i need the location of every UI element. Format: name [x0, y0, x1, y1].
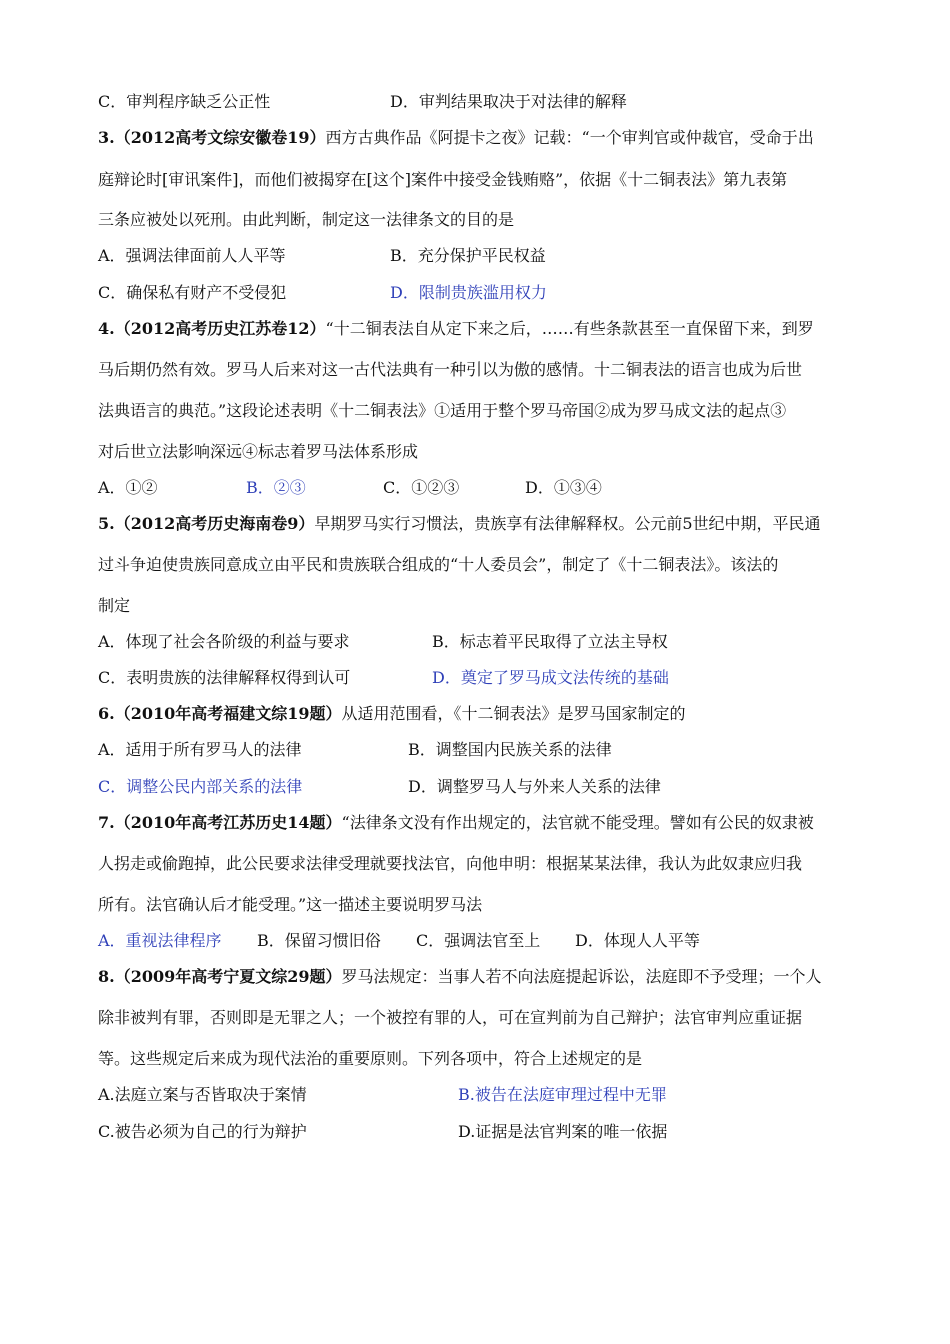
option-a: A．适用于所有罗马人的法律: [98, 740, 302, 759]
option-a: A．体现了社会各阶级的利益与要求: [98, 632, 350, 651]
option-d: D．审判结果取决于对法律的解释: [390, 92, 627, 111]
q4-line-2: 马后期仍然有效。罗马人后来对这一古代法典有一种引以为傲的感情。十二铜表法的语言也成为后世: [98, 360, 803, 379]
q8-text: 罗马法规定：当事人若不向法庭提起诉讼，法庭即不予受理；一个人: [341, 967, 822, 986]
q3-text: 西方古典作品《阿提卡之夜》记载：“一个审判官或仲裁官，受命于出: [325, 128, 814, 147]
answer-option-b: B.被告在法庭审理过程中无罪: [458, 1085, 667, 1104]
q8-line-1: [98, 966, 858, 988]
option-c: C．强调法官至上: [416, 931, 541, 950]
q3-line-1: [98, 127, 858, 149]
q8-line-3: 等。这些规定后来成为现代法治的重要原则。下列各项中，符合上述规定的是: [98, 1049, 643, 1068]
answer-option-d: D．奠定了罗马成文法传统的基础: [432, 668, 669, 687]
q7-text: “法律条文没有作出规定的，法官就不能受理。譬如有公民的奴隶被: [341, 813, 814, 832]
q7-line-1: [98, 812, 858, 834]
option-b: B．保留习惯旧俗: [257, 931, 381, 950]
q5-text: 早期罗马实行习惯法，贵族享有法律解释权。公元前5世纪中期，平民通: [314, 514, 821, 533]
q5-line-2: 过斗争迫使贵族同意成立由平民和贵族联合组成的“十人委员会”，制定了《十二铜表法》。该法的: [98, 555, 779, 574]
q3-source: 3.（2012高考文综安徽卷19）: [98, 128, 326, 147]
q5-line-3: 制定: [98, 596, 131, 615]
q3-line-2: 庭辩论时[审讯案件]，而他们被揭穿在[这个]案件中接受金钱贿赂”，依据《十二铜表法》第九表第: [98, 170, 788, 189]
q8-line-2: 除非被判有罪，否则即是无罪之人；一个被控有罪的人，可在宣判前为自己辩护；法官审判应重证据: [98, 1008, 803, 1027]
option-d: D．①③④: [525, 478, 602, 497]
option-b: B．标志着平民取得了立法主导权: [432, 632, 668, 651]
q4-line-4: 对后世立法影响深远④标志着罗马法体系形成: [98, 442, 419, 461]
q7-source: 7.（2010年高考江苏历史14题）: [98, 813, 342, 832]
q6-line-1: [98, 703, 858, 725]
option-b: B．充分保护平民权益: [390, 246, 546, 265]
answer-option-c: C．调整公民内部关系的法律: [98, 777, 303, 796]
option-c: C．确保私有财产不受侵犯: [98, 283, 287, 302]
option-c: C.被告必须为自己的行为辩护: [98, 1122, 307, 1141]
q6-text: 从适用范围看，《十二铜表法》是罗马国家制定的: [341, 704, 686, 723]
q5-source: 5.（2012高考历史海南卷9）: [98, 514, 315, 533]
q7-line-2: 人拐走或偷跑掉，此公民要求法律受理就要找法官，向他申明：根据某某法律，我认为此奴隶应归我: [98, 854, 803, 873]
q3-line-3: 三条应被处以死刑。由此判断，制定这一法律条文的目的是: [98, 210, 515, 229]
q4-line-1: [98, 318, 858, 340]
option-b: B．调整国内民族关系的法律: [408, 740, 612, 759]
option-d: D．体现人人平等: [575, 931, 700, 950]
option-c: C．表明贵族的法律解释权得到认可: [98, 668, 351, 687]
q4-line-3: 法典语言的典范。”这段论述表明《十二铜表法》①适用于整个罗马帝国②成为罗马成文法的起点③: [98, 401, 787, 420]
q7-line-3: 所有。法官确认后才能受理。”这一描述主要说明罗马法: [98, 895, 483, 914]
option-d: D．调整罗马人与外来人关系的法律: [408, 777, 661, 796]
q5-line-1: [98, 513, 858, 535]
q8-source: 8.（2009年高考宁夏文综29题）: [98, 967, 342, 986]
option-d: D.证据是法官判案的唯一依据: [458, 1122, 668, 1141]
q6-source: 6.（2010年高考福建文综19题）: [98, 704, 342, 723]
option-c: C．审判程序缺乏公正性: [98, 92, 271, 111]
option-c: C．①②③: [383, 478, 460, 497]
option-a: A．强调法律面前人人平等: [98, 246, 286, 265]
option-a: A．①②: [98, 478, 158, 497]
q4-source: 4.（2012高考历史江苏卷12）: [98, 319, 326, 338]
option-a: A.法庭立案与否皆取决于案情: [98, 1085, 307, 1104]
answer-option-b: B．②③: [246, 478, 306, 497]
answer-option-a: A．重视法律程序: [98, 931, 222, 950]
answer-option-d: D．限制贵族滥用权力: [390, 283, 547, 302]
q4-text: “十二铜表法自从定下来之后，……有些条款甚至一直保留下来，到罗: [325, 319, 814, 338]
